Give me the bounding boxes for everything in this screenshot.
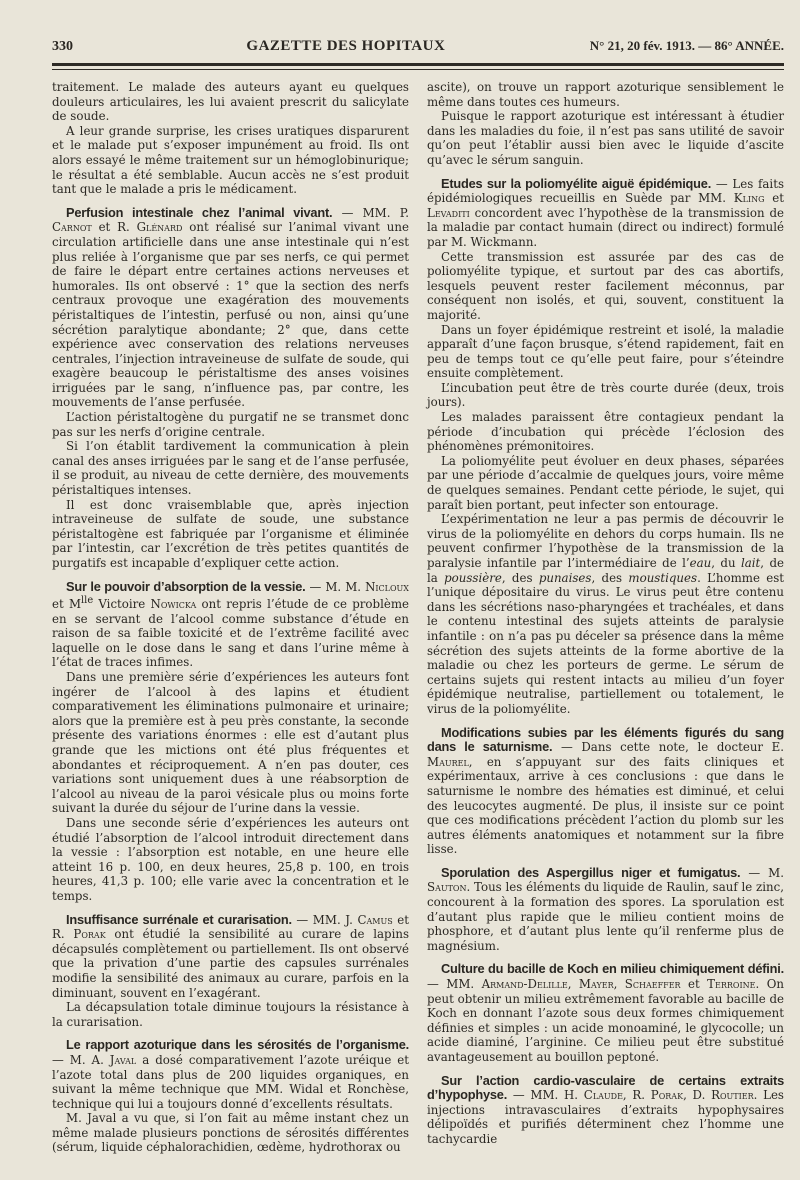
article-absorption: Sur le pouvoir d’absorption de la vessie. — M. M. Nicloux et $M^{lle}$ Victoire Nowicka ont repris l’étude de ce problème en se servant de l’alcool comme substance d’étude en raison de sa faible toxicité et de l’extrême facilité avec laquelle on le dose dans le sang et dans l’urine même à l’état de traces infimes. <box>52 578 409 670</box>
paragraph: Dans une première série d’expériences les auteurs font ingérer de l’alcool à des lapins et étudient comparativement les éliminations pulmonaire et urinaire; alors que la première est à peu près constante, la seconde présente des variations énormes : elle est d’autant plus grande que les mictions ont été plus fréquentes et abondantes et réciproquement. A n’en pas douter, ces variations sont uniquement dues à une réabsorption de l’alcool au niveau de la paroi vésicale plus ou moins forte suivant la durée du séjour de l’urine dans la vessie. <box>52 670 409 816</box>
page-number: 330 <box>52 39 73 54</box>
header-rule-thin <box>52 69 784 70</box>
paragraph: Il est donc vraisemblable que, après injection intraveineuse de sulfate de soude, une substance péristaltogène est fabriquée par l’organisme et éliminée par l’intestin, car l’excrétion de très petites quantités de purgatifs est incapable d’expliquer cette action. <box>52 497 409 570</box>
paragraph: M. Javal a vu que, si l’on fait au même instant chez un même malade plusieurs ponctions de sérosités différentes (sérum, liquide céphalorachidien, œdème, hydrothorax ou <box>52 1111 409 1155</box>
right-column <box>427 80 784 1155</box>
author-name: Porak <box>650 1088 684 1103</box>
author-name: Levaditi <box>427 205 470 220</box>
author-name: Maurel <box>427 754 469 769</box>
article-poliomyelite: Etudes sur la poliomyélite aiguë épidémique. — Les faits épidémiologiques recueillis en Suède par MM. Kling et Levaditi concordent avec l’hypothèse de la transmission de la maladie par contact humain (direct ou indirect) formulé par M. Wickmann. <box>427 175 784 249</box>
article-koch: Culture du bacille de Koch en milieu chimiquement défini. — MM. Armand-Delille, Mayer, Schaeffer et Terroine. On peut obtenir un milieu extrêmement favorable au bacille de Koch en donnant l’azote sous deux formes chimiquement définies et simples : un acide monoaminé, le glycocolle; un acide diaminé, l’arginine. Ce milieu peut être substitué avantageusement au bouillon peptoné. <box>427 961 785 1064</box>
article-curare: Insuffisance surrénale et curarisation. — MM. J. Camus et R. Porak ont étudié la sensibilité au curare de lapins décapsulés complètement ou partiellement. Ils ont observé que la privation d’une partie des capsules surrénales modifie la sensibilité des animaux au curare, parfois en la diminuant, souvent en l’exagérant. <box>52 911 409 1000</box>
author-name: Claude <box>583 1088 623 1103</box>
header-rule <box>52 63 784 66</box>
author-name: Nowicka <box>150 597 197 612</box>
section-heading: Le rapport azoturique dans les sérosités de l’organisme. <box>66 1037 409 1053</box>
author-name: Kling <box>733 191 765 206</box>
paragraph: Dans un foyer épidémique restreint et isolé, la maladie apparaît d’une façon brusque, s’étend rapidement, fait en peu de temps tout ce qu’elle peut faire, pour s’éteindre ensuite complètement. <box>427 322 784 381</box>
author-name: Armand-Delille, Mayer, Schaeffer <box>481 977 681 992</box>
journal-title: GAZETTE DES HOPITAUX <box>246 38 446 54</box>
issue-info: N° 21, 20 fév. 1913. — 86° ANNÉE. <box>589 38 784 53</box>
paragraph: L’incubation peut être de très courte durée (deux, trois jours). <box>427 380 784 410</box>
article-hypophyse: Sur l’action cardio-vasculaire de certains extraits d’hypophyse. — MM. H. Claude, R. Porak, D. Routier. Les injections intravasculaires d’extraits hypophysaires délipoïdés et purifiés déterminent chez l’homme une tachycardie <box>427 1072 784 1146</box>
section-heading: Etudes sur la poliomyélite aiguë épidémique. <box>441 175 712 191</box>
section-heading: Sur l’action cardio-vasculaire de certains extraits d’hypophyse. <box>427 1072 784 1103</box>
paragraph: traitement. Le malade des auteurs ayant eu quelques douleurs articulaires, les lui avaient prescrit du salicylate de soude. <box>52 80 409 124</box>
left-column <box>52 80 409 1155</box>
section-heading: Insuffisance surrénale et curarisation. <box>66 911 292 927</box>
article-saturnisme: Modifications subies par les éléments figurés du sang dans le saturnisme. — Dans cette note, le docteur E. Maurel, en s’appuyant sur des faits cliniques et expérimentaux, arrive à ces conclusions : que dans le saturnisme le nombre des hématies est diminué, et celui des leucocytes augmenté. De plus, il insiste sur ce point que ces modifications précèdent l’action du plomb sur les autres éléments anatomiques et notamment sur la fibre lisse. <box>427 724 785 857</box>
article-perfusion: Perfusion intestinale chez l’animal vivant. — MM. P. Carnot et R. Glénard ont réalisé sur l’animal vivant une circulation artificielle dans une anse intestinale qui n’est plus reliée à l’organisme que par ses nerfs, ce qui permet de faire le départ entre certaines actions nerveuses et humorales. Ils ont observé : 1° que la section des nerfs centraux provoque une exagération des mouvements péristaltiques de l’intestin, perfusé ou non, ainsi qu’une sécrétion paralytique abondante; 2° que, dans cette expérience avec conservation des relations nerveuses centrales, l’injection intraveineuse de sulfate de soude, qui exagère beaucoup le péristaltisme des anses voisines irriguées par le sang, n’influence pas, par contre, les mouvements de l’anse perfusée. <box>52 204 409 410</box>
paragraph: La décapsulation totale diminue toujours la résistance à la curarisation. <box>52 1000 409 1029</box>
author-name: Routier <box>711 1088 754 1103</box>
paragraph: Si l’on établit tardivement la communication à plein canal des anses irriguées par le sang et de l’anse perfusée, il se produit, au niveau de cette dernière, des mouvements péristaltiques intenses. <box>52 439 409 498</box>
author-name: P. Carnot <box>52 205 409 235</box>
paragraph: A leur grande surprise, les crises uratiques disparurent et le malade put s’exposer impunément au froid. Ils ont alors essayé le même traitement sur un hémoglobinurique; le résultat a été semblable. Aucun accès ne s’est produit tant que le malade a pris le médicament. <box>52 123 409 197</box>
author-name: Nicloux <box>365 579 409 594</box>
article-columns <box>52 80 784 1155</box>
paragraph: ascite), on trouve un rapport azoturique sensiblement le même dans toutes ces humeurs. <box>427 80 784 109</box>
author-name: Camus <box>357 912 393 927</box>
masthead <box>52 38 784 55</box>
article-azoturique: Le rapport azoturique dans les sérosités de l’organisme. — M. A. Javal a dosé comparativement l’azote uréique et l’azote total dans plus de 200 liquides organiques, en suivant la même technique que MM. Widal et Ronchèse, technique qui lui a toujours donné d’excellents résultats. <box>52 1037 409 1111</box>
paragraph: Cette transmission est assurée par des cas de poliomyélite typique, et surtout par des cas abortifs, lesquels peuvent rester facilement méconnus, par conséquent non isolés, et qui, souvent, constituent la majorité. <box>427 249 784 322</box>
author-name: Javal <box>109 1052 137 1067</box>
author-name: Porak <box>73 927 106 942</box>
paragraph: Les malades paraissent être contagieux pendant la période d’incubation qui précède l’éclosion des phénomènes prémonitoires. <box>427 410 784 454</box>
section-heading: Modifications subies par les éléments figurés du sang dans le saturnisme. <box>427 724 784 755</box>
section-heading: Sporulation des Aspergillus niger et fumigatus. <box>441 864 741 880</box>
paragraph: L’expérimentation ne leur a pas permis de découvrir le virus de la poliomyélite en dehors du corps humain. Ils ne peuvent confirmer l’hypothèse de la transmission de la paralysie infantile par l’intermédiaire de l’eau, du lait, de la poussière, des punaises, des moustiques. L’homme est l’unique dépositaire du virus. Le virus peut être contenu dans les sécrétions naso-pharyngées et trachéales, et dans le contenu intestinal des sujets atteints de paralysie infantile : on n’a pas pu déceler sa présence dans la même sécrétion des sujets atteints de la forme abortive de la maladie ou chez les porteurs de germe. Le sérum de certains sujets qui restent intacts au milieu d’un foyer épidémique neutralise, partiellement ou totalement, le virus de la poliomyélite. <box>427 512 784 716</box>
section-heading: Perfusion intestinale chez l’animal vivant. <box>66 204 333 220</box>
section-heading: Culture du bacille de Koch en milieu chimiquement défini. <box>441 961 784 977</box>
author-name: Terroine <box>707 977 756 992</box>
paragraph: Dans une seconde série d’expériences les auteurs ont étudié l’absorption de l’alcool introduit directement dans la vessie : l’absorption est notable, en une heure elle atteint 16 p. 100, en deux heures, 25,8 p. 100, en trois heures, 41,3 p. 100; elle varie avec la concentration et le temps. <box>52 816 409 903</box>
author-name: R. Glénard <box>117 220 183 235</box>
article-aspergillus: Sporulation des Aspergillus niger et fumigatus. — M. Sauton. Tous les éléments du liquide de Raulin, sauf le zinc, concourent à la formation des spores. La sporulation est d’autant plus rapide que le milieu contient moins de phosphore, et d’autant plus lente qu’il renferme plus de magnésium. <box>427 864 784 953</box>
paragraph: La poliomyélite peut évoluer en deux phases, séparées par une période d’accalmie de quelques jours, voire même de quelques semaines. Pendant cette période, le sujet, qui paraît bien portant, peut infecter son entourage. <box>427 453 784 512</box>
paragraph: L’action péristaltogène du purgatif ne se transmet donc pas sur les nerfs d’origine centrale. <box>52 410 409 439</box>
section-heading: Sur le pouvoir d’absorption de la vessie. <box>66 578 306 594</box>
paragraph: Puisque le rapport azoturique est intéressant à étudier dans les maladies du foie, il n’est pas sans utilité de savoir qu’on peut l’établir aussi bien avec le liquide d’ascite qu’avec le sérum sanguin. <box>427 109 784 167</box>
author-name: Sauton <box>427 880 467 895</box>
